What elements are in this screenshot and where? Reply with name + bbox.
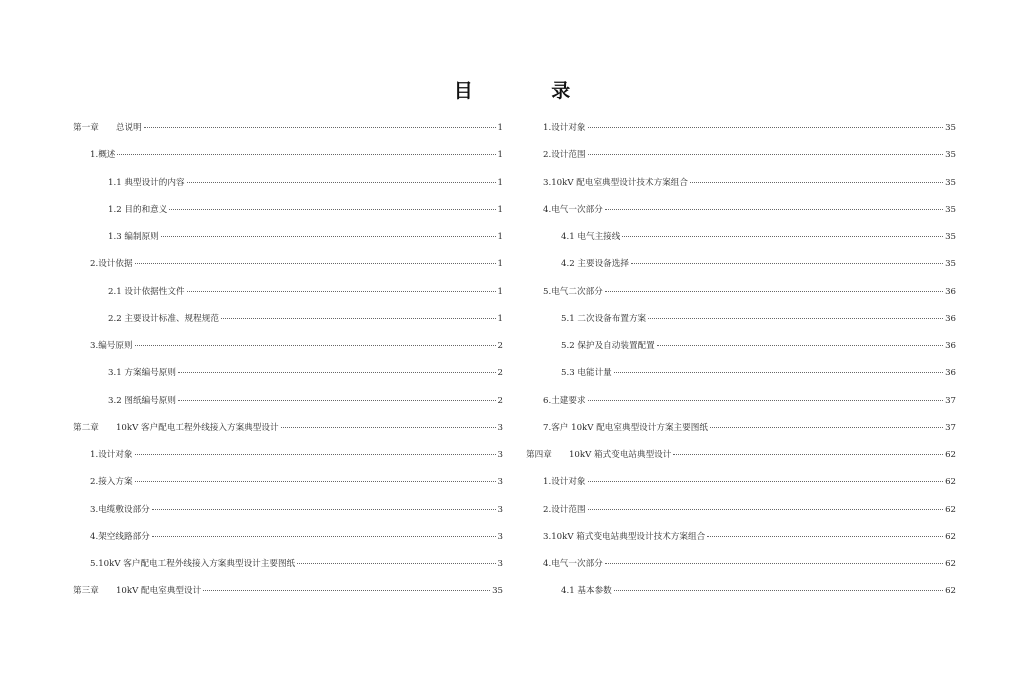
toc-entry-title: 5.10kV 客户配电工程外线接入方案典型设计主要图纸	[90, 559, 296, 569]
toc-entry-title: 5.电气二次部分	[543, 286, 603, 297]
dot-leader	[588, 154, 943, 155]
toc-entry-page: 1	[497, 286, 503, 297]
dot-leader	[144, 127, 496, 128]
toc-entry[interactable]	[526, 551, 956, 578]
toc-entry-title: 1.设计对象	[543, 123, 586, 133]
toc-entry-page: 2	[497, 395, 503, 406]
toc-entry-page: 62	[945, 559, 956, 569]
toc-entry-page: 36	[945, 368, 956, 379]
toc-entry[interactable]	[73, 442, 503, 469]
toc-entry-title: 1.2 目的和意义	[108, 204, 168, 215]
toc-entry-page: 62	[945, 586, 956, 597]
dot-leader	[648, 318, 943, 319]
dot-leader	[588, 400, 943, 401]
toc-entry-page: 35	[945, 232, 956, 242]
dot-leader	[588, 509, 943, 510]
toc-entry[interactable]	[73, 224, 503, 251]
toc-entry-page: 36	[945, 341, 956, 351]
toc-entry[interactable]	[526, 442, 956, 469]
toc-entry-page: 35	[945, 177, 956, 188]
dot-leader	[178, 400, 496, 401]
toc-entry-title: 1.设计对象	[90, 450, 133, 460]
dot-leader	[135, 481, 496, 482]
dot-leader	[614, 372, 943, 373]
toc-entry-page: 62	[945, 450, 956, 460]
toc-entry[interactable]	[526, 170, 956, 197]
dot-leader	[588, 127, 943, 128]
toc-entry-title: 3.编号原则	[90, 341, 133, 351]
toc-entry-page: 62	[945, 504, 956, 515]
toc-entry[interactable]	[73, 279, 503, 306]
dot-leader	[297, 563, 495, 564]
dot-leader	[622, 236, 943, 237]
dot-leader	[161, 236, 496, 237]
toc-right-column	[526, 115, 956, 606]
toc-entry-title: 1.3 编制原则	[108, 232, 159, 242]
dot-leader	[152, 536, 496, 537]
toc-entry-page: 36	[945, 313, 956, 324]
toc-entry-title: 5.2 保护及自动装置配置	[561, 341, 655, 351]
dot-leader	[673, 454, 943, 455]
toc-entry-title: 4.1 基本参数	[561, 586, 612, 597]
toc-entry[interactable]	[73, 524, 503, 551]
toc-entry[interactable]	[73, 306, 503, 333]
toc-entry-page: 1	[497, 204, 503, 215]
toc-entry-page: 3	[497, 477, 503, 488]
toc-entry[interactable]	[73, 360, 503, 387]
toc-entry-title: 3.1 方案编号原则	[108, 368, 176, 379]
toc-entry-page: 36	[945, 286, 956, 297]
toc-entry-title: 7.客户 10kV 配电室典型设计方案主要图纸	[543, 422, 708, 433]
toc-entry-title: 1.1 典型设计的内容	[108, 177, 185, 188]
dot-leader	[588, 481, 943, 482]
toc-entry-title: 4.电气一次部分	[543, 559, 603, 569]
toc-entry[interactable]	[526, 469, 956, 496]
toc-entry[interactable]	[73, 578, 503, 605]
toc-entry-title: 2.接入方案	[90, 477, 133, 488]
toc-entry-page: 1	[497, 123, 503, 133]
toc-entry[interactable]	[73, 415, 503, 442]
toc-entry-title: 3.10kV 配电室典型设计技术方案组合	[543, 177, 688, 188]
toc-entry-page: 62	[945, 477, 956, 488]
toc-entry-page: 37	[945, 422, 956, 433]
dot-leader	[117, 154, 495, 155]
toc-entry-page: 3	[497, 559, 503, 569]
toc-entry-title: 6.土建要求	[543, 395, 586, 406]
dot-leader	[135, 345, 496, 346]
toc-entry-page: 62	[945, 531, 956, 542]
toc-entry-page: 37	[945, 395, 956, 406]
dot-leader	[187, 291, 496, 292]
toc-entry[interactable]	[526, 497, 956, 524]
toc-entry[interactable]	[526, 224, 956, 251]
toc-entry[interactable]	[526, 279, 956, 306]
dot-leader	[281, 427, 496, 428]
toc-entry-title: 3.电缆敷设部分	[90, 504, 150, 515]
toc-entry-page: 35	[492, 586, 503, 597]
dot-leader	[657, 345, 943, 346]
toc-entry[interactable]	[526, 524, 956, 551]
page-title: 目 录	[453, 80, 607, 102]
toc-entry-title: 3.10kV 箱式变电站典型设计技术方案组合	[543, 531, 706, 542]
toc-entry-title: 5.3 电能计量	[561, 368, 612, 379]
dot-leader	[203, 590, 490, 591]
dot-leader	[605, 563, 943, 564]
toc-entry[interactable]	[526, 251, 956, 278]
toc-entry-title: 2.1 设计依据性文件	[108, 286, 185, 297]
toc-entry-page: 3	[497, 450, 503, 460]
dot-leader	[605, 209, 943, 210]
toc-entry-page: 1	[497, 150, 503, 161]
dot-leader	[169, 209, 495, 210]
toc-entry-title: 2.设计范围	[543, 150, 586, 161]
toc-entry-page: 2	[497, 368, 503, 379]
toc-entry[interactable]	[526, 142, 956, 169]
dot-leader	[707, 536, 943, 537]
toc-entry[interactable]	[73, 197, 503, 224]
toc-entry-page: 35	[945, 204, 956, 215]
toc-entry-title: 2.设计范围	[543, 504, 586, 515]
toc-entry-title: 3.2 图纸编号原则	[108, 395, 176, 406]
toc-entry-title: 1.设计对象	[543, 477, 586, 488]
toc-entry-title: 1.概述	[90, 150, 116, 161]
toc-entry[interactable]	[526, 306, 956, 333]
dot-leader	[690, 182, 943, 183]
toc-entry-title: 2.设计依据	[90, 259, 133, 270]
toc-entry-page: 3	[497, 422, 503, 433]
toc-entry-page: 3	[497, 504, 503, 515]
dot-leader	[631, 263, 943, 264]
toc-entry[interactable]	[73, 469, 503, 496]
toc-entry[interactable]	[73, 142, 503, 169]
toc-entry-title: 5.1 二次设备布置方案	[561, 313, 647, 324]
toc-entry[interactable]	[73, 551, 503, 578]
dot-leader	[605, 291, 943, 292]
dot-leader	[221, 318, 496, 319]
dot-leader	[710, 427, 943, 428]
toc-entry-page: 1	[497, 232, 503, 242]
toc-entry[interactable]	[73, 497, 503, 524]
dot-leader	[178, 372, 496, 373]
toc-entry-title: 第四章 10kV 箱式变电站典型设计	[526, 450, 672, 460]
toc-entry[interactable]	[73, 251, 503, 278]
dot-leader	[152, 509, 496, 510]
toc-entry[interactable]	[526, 115, 956, 142]
toc-entry-page: 1	[497, 177, 503, 188]
toc-entry-title: 4.2 主要设备选择	[561, 259, 629, 270]
toc-entry[interactable]	[73, 115, 503, 142]
dot-leader	[187, 182, 496, 183]
dot-leader	[135, 263, 496, 264]
toc-entry-page: 35	[945, 259, 956, 270]
toc-entry-title: 第一章 总说明	[73, 123, 142, 133]
toc-entry[interactable]	[73, 170, 503, 197]
toc-entry-page: 1	[497, 313, 503, 324]
toc-entry-page: 35	[945, 123, 956, 133]
toc-entry-page: 35	[945, 150, 956, 161]
toc-entry[interactable]	[526, 415, 956, 442]
toc-entry[interactable]	[73, 388, 503, 415]
toc-entry-title: 2.2 主要设计标准、规程规范	[108, 313, 219, 324]
toc-entry-title: 第三章 10kV 配电室典型设计	[73, 586, 202, 597]
toc-entry[interactable]	[526, 388, 956, 415]
toc-entry[interactable]	[73, 333, 503, 360]
toc-entry-page: 1	[497, 259, 503, 270]
dot-leader	[614, 590, 943, 591]
toc-entry[interactable]	[526, 197, 956, 224]
toc-entry[interactable]	[526, 578, 956, 605]
toc-entry-title: 第二章 10kV 客户配电工程外线接入方案典型设计	[73, 422, 279, 433]
toc-entry-page: 2	[497, 341, 503, 351]
toc-entry-title: 4.电气一次部分	[543, 204, 603, 215]
toc-entry-title: 4.架空线路部分	[90, 531, 150, 542]
toc-entry[interactable]	[526, 360, 956, 387]
toc-entry[interactable]	[526, 333, 956, 360]
toc-entry-page: 3	[497, 531, 503, 542]
dot-leader	[135, 454, 496, 455]
toc-entry-title: 4.1 电气主接线	[561, 232, 621, 242]
toc-left-column	[73, 115, 503, 606]
